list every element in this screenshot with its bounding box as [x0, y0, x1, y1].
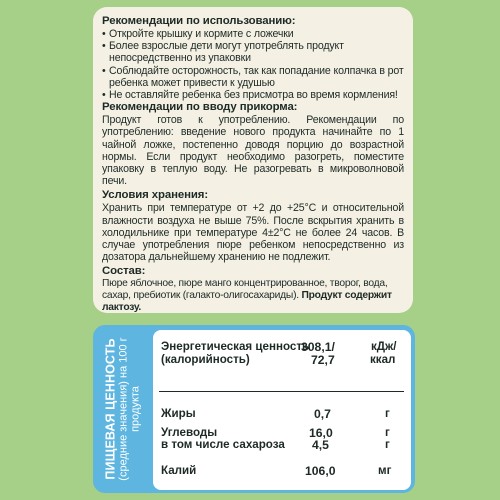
- nutrient-unit: г: [385, 426, 390, 439]
- intro-heading: Рекомендации по вводу прикорма:: [102, 101, 298, 114]
- nutrient-unit: мг: [378, 464, 392, 477]
- bullet-icon: •: [102, 28, 106, 40]
- storage-heading: Условия хранения:: [102, 189, 209, 202]
- composition-text: Пюре яблочное, пюре манго концентрированное, творог, вода, сахар, пребиотик (галакто-олигосахариды). Продукт содержит лактозу.: [102, 278, 392, 313]
- storage-text: Хранить при температуре от +2 до +25°С и относительной влажности воздуха не выше 75%. После вскрытия хранить в холодильнике при температуре 4±2°С не более 24 часов. В случае употребления пюре ребенком непосредственно из дозатора дальнейшему хранению не подлежит.: [102, 202, 404, 264]
- lactose-warning: Продукт содержит лактозу.: [102, 290, 392, 313]
- nutrition-title: ПИЩЕВАЯ ЦЕННОСТЬ: [103, 338, 118, 480]
- nutrition-side-label: [93, 325, 153, 493]
- nutrient-name: Углеводы: [161, 426, 218, 439]
- bullet-icon: •: [102, 64, 106, 77]
- nutrient-name-2: (калорийность): [161, 353, 250, 366]
- nutrient-unit-2: ккал: [370, 353, 396, 366]
- bullet-icon: •: [102, 40, 106, 53]
- instructions-panel: [93, 7, 413, 313]
- nutrient-value: 106,0: [305, 464, 336, 478]
- nutrition-subtitle: (средние значения) на 100 г: [117, 337, 130, 481]
- usage-item: • Откройте крышку и кормите с ложечки: [102, 28, 294, 40]
- nutrition-table: [93, 325, 415, 493]
- nutrient-name: Жиры: [161, 407, 196, 420]
- nutrient-unit: г: [385, 407, 390, 420]
- usage-item: • Не оставляйте ребенка без присмотра во время кормления!: [102, 89, 398, 102]
- usage-heading: Рекомендации по использованию:: [102, 15, 296, 27]
- composition-heading: Состав:: [102, 265, 146, 278]
- table-divider: [159, 391, 404, 392]
- usage-item: • Соблюдайте осторожность, так как попадание колпачка в рот ребенка может привести к удушью: [102, 64, 404, 89]
- nutrition-values: [153, 330, 411, 490]
- nutrient-unit: кДж/: [371, 340, 397, 353]
- nutrient-value: 0,7: [314, 407, 331, 421]
- usage-item: • Более взрослые дети могут употреблять продукт непосредственно из упаковки: [102, 40, 344, 65]
- nutrient-value-2: 72,7: [311, 353, 335, 367]
- nutrient-value: 308,1/: [301, 340, 335, 354]
- bullet-icon: •: [102, 89, 106, 102]
- nutrient-name: Калий: [161, 464, 197, 477]
- nutrient-unit: г: [385, 438, 390, 451]
- nutrient-name: Энергетическая ценность: [161, 340, 310, 353]
- nutrient-value: 16,0: [309, 426, 333, 440]
- nutrition-subtitle-2: продукта: [129, 386, 142, 432]
- intro-text: Продукт готов к употреблению. Рекомендации по употреблению: введение нового продукта начинайте по 1 чайной ложке, постепенно доводя порцию до возрастной нормы. Если продукт необходимо разогреть, поместите упаковку в теплую воду. Не разогревать в микроволновой печи.: [102, 114, 404, 188]
- nutrient-value: 4,5: [312, 438, 329, 452]
- nutrient-name: в том числе сахароза: [161, 438, 285, 451]
